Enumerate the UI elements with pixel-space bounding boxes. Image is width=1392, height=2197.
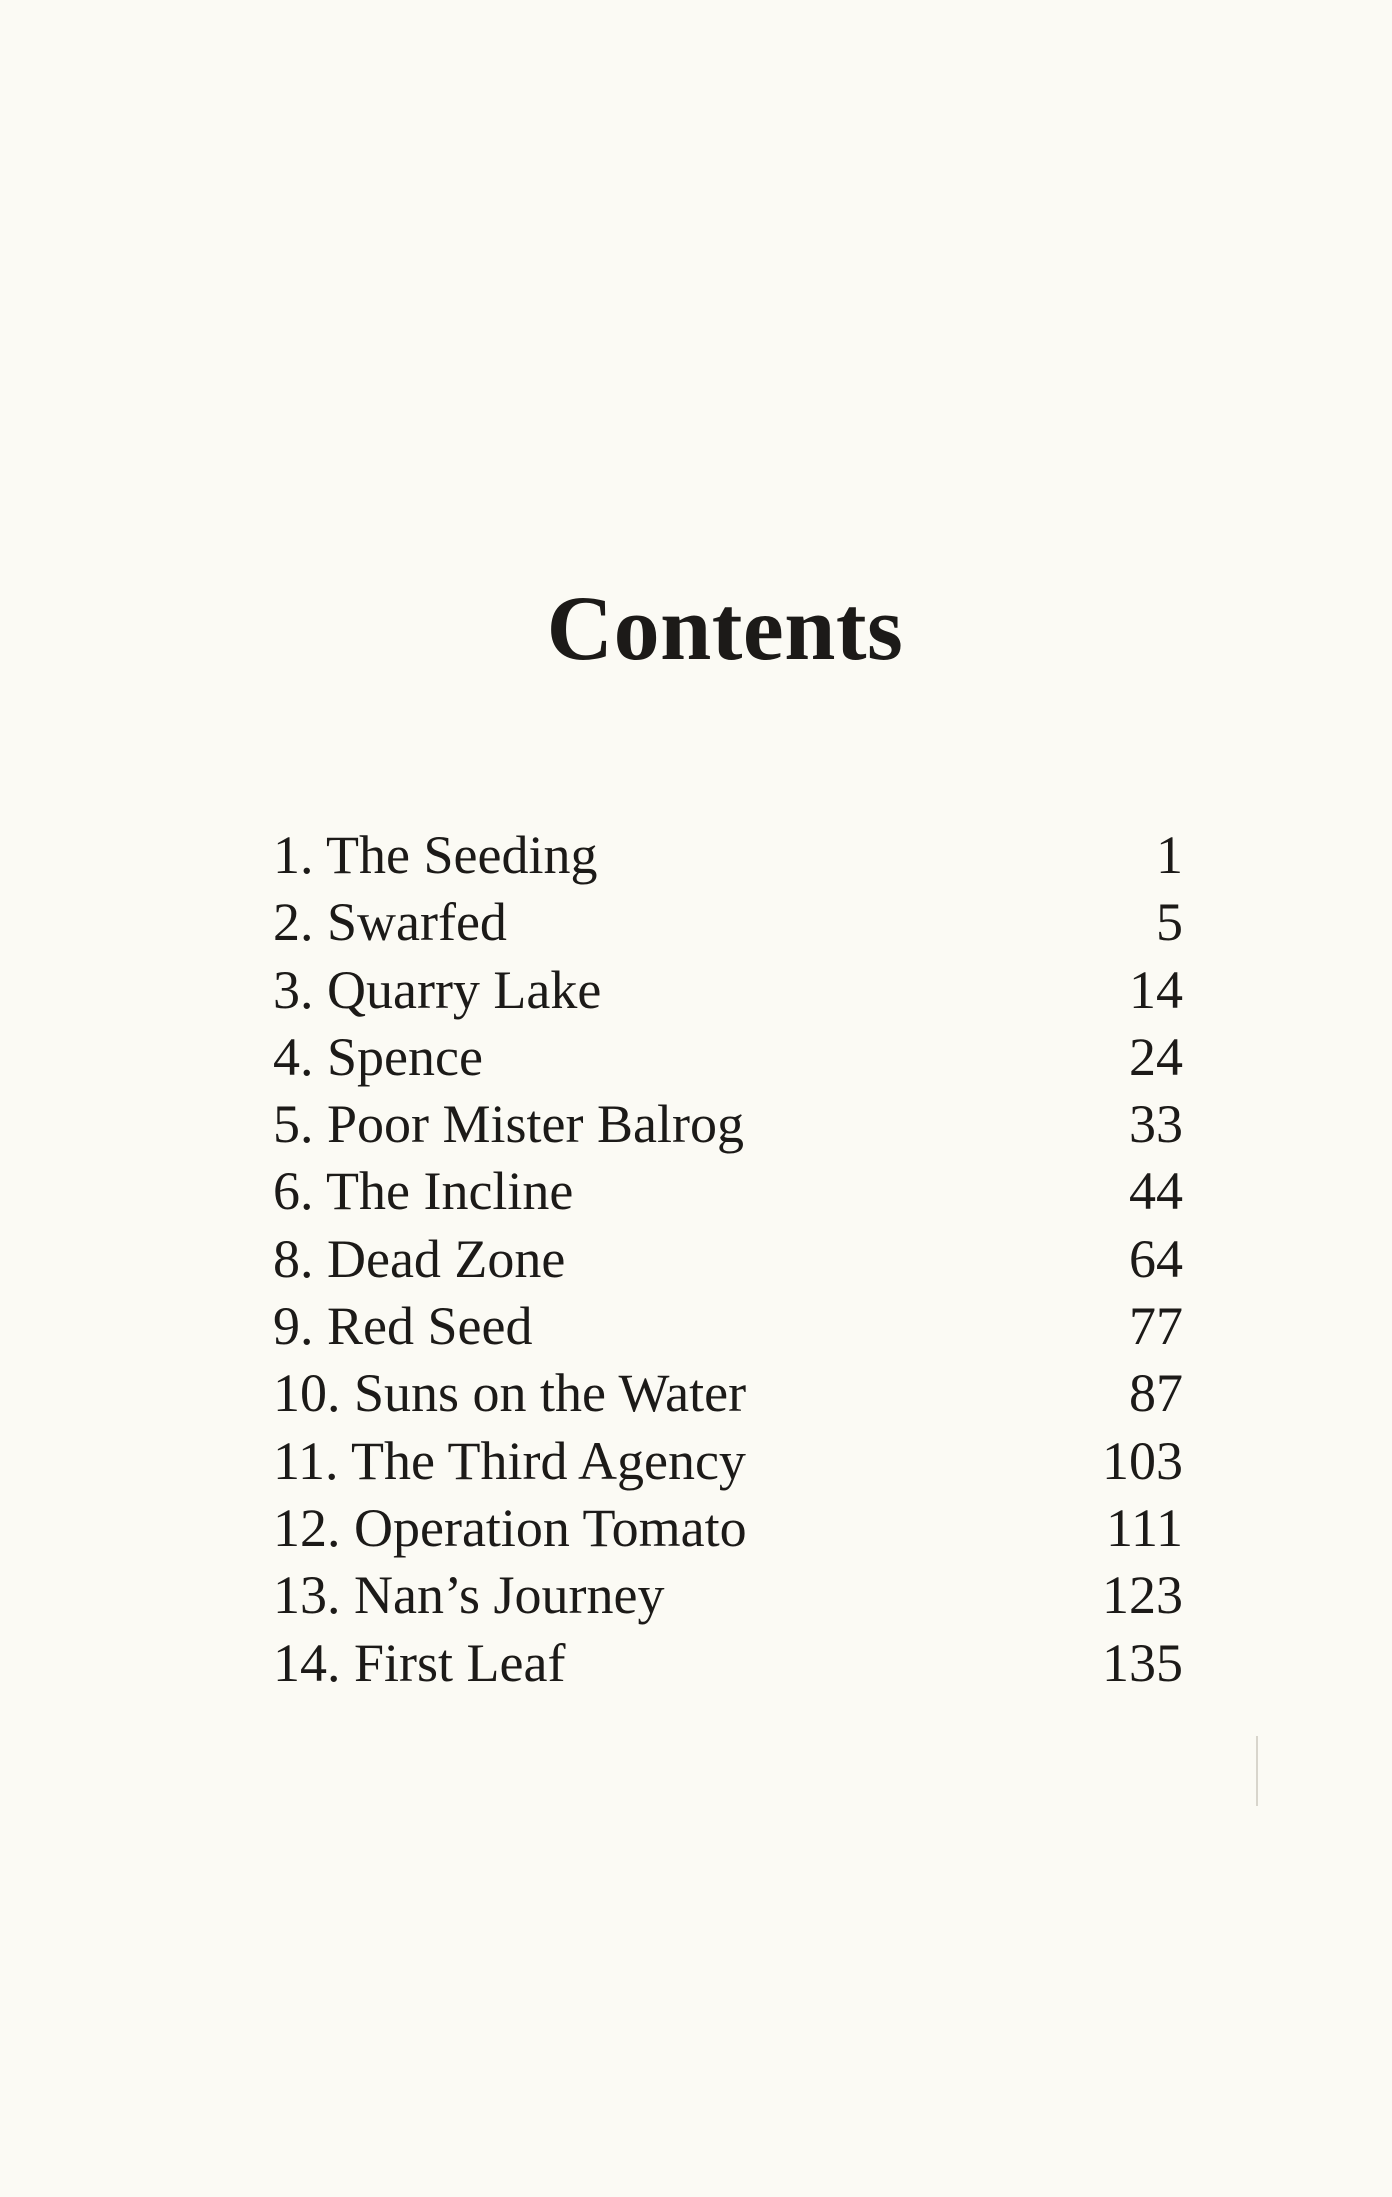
page-number: 87 bbox=[1129, 1363, 1183, 1424]
chapter-title: 8. Dead Zone bbox=[273, 1228, 566, 1289]
page-number: 24 bbox=[1129, 1026, 1183, 1087]
scan-mark bbox=[1256, 1736, 1258, 1806]
page-number: 64 bbox=[1129, 1228, 1183, 1289]
chapter-title: 1. The Seeding bbox=[273, 825, 598, 885]
toc-entry bbox=[273, 1428, 1183, 1495]
toc-entry bbox=[273, 1562, 1183, 1629]
chapter-title: 13. Nan’s Journey bbox=[273, 1565, 665, 1626]
page-number: 123 bbox=[1102, 1565, 1183, 1626]
page-number: 77 bbox=[1129, 1296, 1183, 1357]
chapter-title: 6. The Incline bbox=[273, 1161, 574, 1222]
toc-entry bbox=[273, 1091, 1183, 1158]
chapter-title: 10. Suns on the Water bbox=[273, 1363, 747, 1424]
toc-entry bbox=[273, 822, 1183, 889]
table-of-contents bbox=[273, 822, 1183, 1697]
chapter-title: 11. The Third Agency bbox=[273, 1430, 746, 1491]
toc-entry bbox=[273, 1293, 1183, 1360]
chapter-title: 12. Operation Tomato bbox=[273, 1497, 747, 1558]
page-number: 14 bbox=[1129, 959, 1183, 1020]
toc-entry bbox=[273, 1630, 1183, 1697]
toc-entry bbox=[273, 1495, 1183, 1562]
page-number: 44 bbox=[1129, 1161, 1183, 1222]
page-number: 1 bbox=[1156, 825, 1183, 885]
toc-entry bbox=[273, 957, 1183, 1024]
toc-entry bbox=[273, 1360, 1183, 1427]
toc-entry bbox=[273, 1226, 1183, 1293]
toc-entry bbox=[273, 1158, 1183, 1225]
chapter-title: 14. First Leaf bbox=[273, 1632, 566, 1693]
chapter-title: 9. Red Seed bbox=[273, 1296, 533, 1357]
toc-entry bbox=[273, 1024, 1183, 1091]
page-number: 111 bbox=[1106, 1497, 1183, 1558]
chapter-title: 2. Swarfed bbox=[273, 892, 507, 953]
chapter-title: 3. Quarry Lake bbox=[273, 959, 602, 1020]
page-number: 5 bbox=[1156, 892, 1183, 953]
page-number: 103 bbox=[1102, 1430, 1183, 1491]
page-title: Contents bbox=[546, 577, 904, 679]
chapter-title: 5. Poor Mister Balrog bbox=[273, 1094, 744, 1155]
toc-entry bbox=[273, 889, 1183, 956]
page-number: 135 bbox=[1102, 1632, 1183, 1693]
chapter-title: 4. Spence bbox=[273, 1026, 483, 1087]
page-number: 33 bbox=[1129, 1094, 1183, 1155]
